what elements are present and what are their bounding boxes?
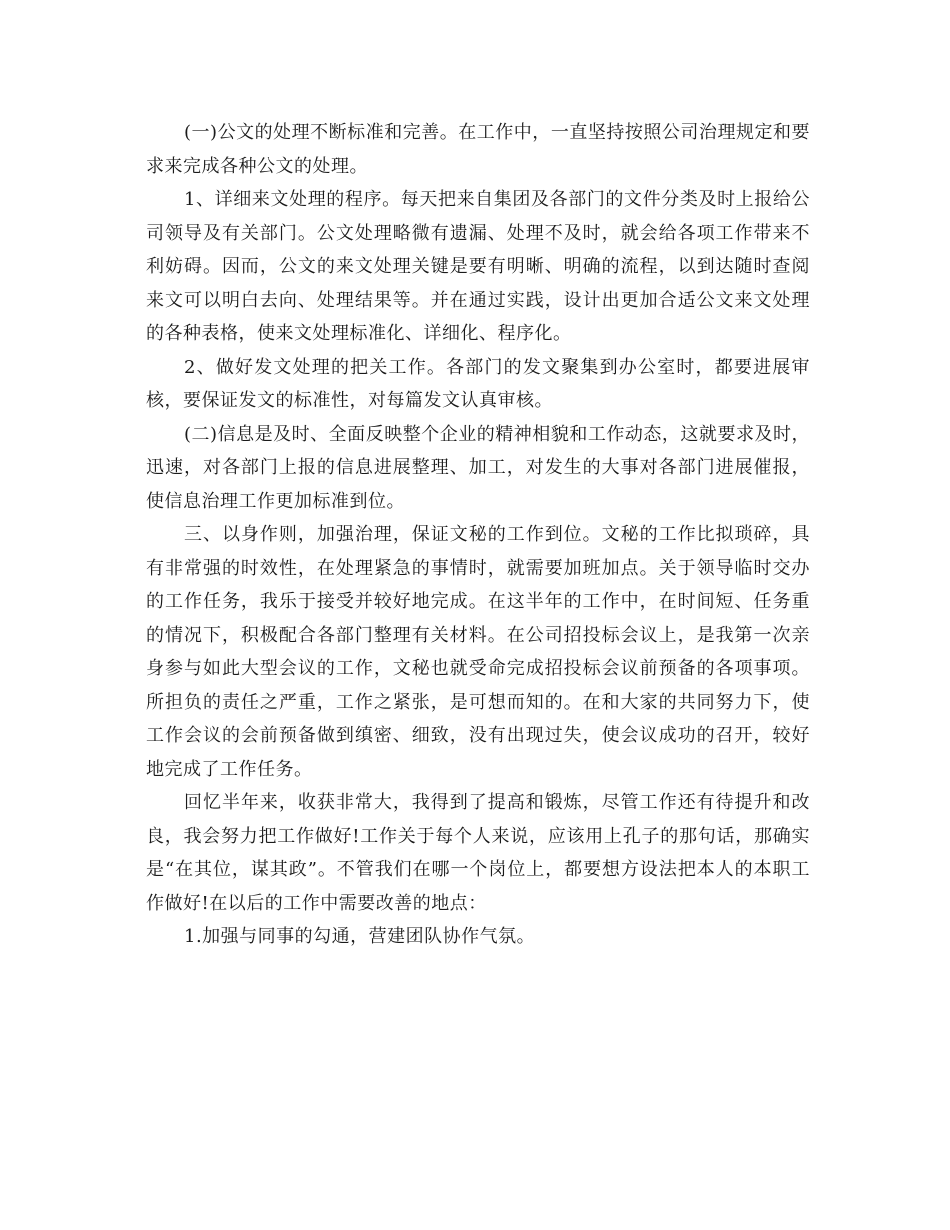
paragraph-outgoing-document-review: 2、做好发文处理的把关工作。各部门的发文聚集到办公室时，都要进展审核，要保证发文的标准性，对每篇发文认真审核。 (146, 356, 810, 411)
paragraph-official-document-handling: (一)公文的处理不断标准和完善。在工作中，一直坚持按照公司治理规定和要求来完成各种公文的处理。 (146, 122, 810, 177)
paragraph-improvement-item-1: 1.加强与同事的勾通，营建团队协作气氛。 (184, 926, 536, 947)
paragraph-half-year-review: 回忆半年来，收获非常大，我得到了提高和锻炼，尽管工作还有待提升和改良，我会努力把工作做好!工作关于每个人来说，应该用上孔子的那句话，那确实是“在其位，谋其政”。不管我们在哪一个岗位上，都要想方设法把本人的本职工作做好!在以后的工作中需要改善的地点： (146, 792, 810, 914)
paragraph-secretarial-work: 三、以身作则，加强治理，保证文秘的工作到位。文秘的工作比拟琐碎，具有非常强的时效性，在处理紧急的事情时，就需要加班加点。关于领导临时交办的工作任务，我乐于接受并较好地完成。在这半年的工作中，在时间短、任务重的情况下，积极配合各部门整理有关材料。在公司招投标会议上，是我第一次亲身参与如此大型会议的工作，文秘也就受命完成招投标会议前预备的各项事项。所担负的责任之严重，工作之紧张，是可想而知的。在和大家的共同努力下，使工作会议的会前预备做到缜密、细致，没有出现过失，使会议成功的召开，较好地完成了工作任务。 (146, 524, 810, 780)
paragraph-incoming-document-procedure: 1、详细来文处理的程序。每天把来自集团及各部门的文件分类及时上报给公司领导及有关部门。公文处理略微有遗漏、处理不及时，就会给各项工作带来不利妨碍。因而，公文的来文处理关键是要有明晰、明确的流程，以到达随时查阅来文可以明白去向、处理结果等。并在通过实践，设计出更加合适公文来文处理的各种表格，使来文处理标准化、详细化、程序化。 (146, 189, 810, 344)
document-body (146, 116, 810, 954)
paragraph-information-management: (二)信息是及时、全面反映整个企业的精神相貌和工作动态，这就要求及时，迅速，对各部门上报的信息进展整理、加工，对发生的大事对各部门进展催报，使信息治理工作更加标准到位。 (146, 423, 810, 512)
